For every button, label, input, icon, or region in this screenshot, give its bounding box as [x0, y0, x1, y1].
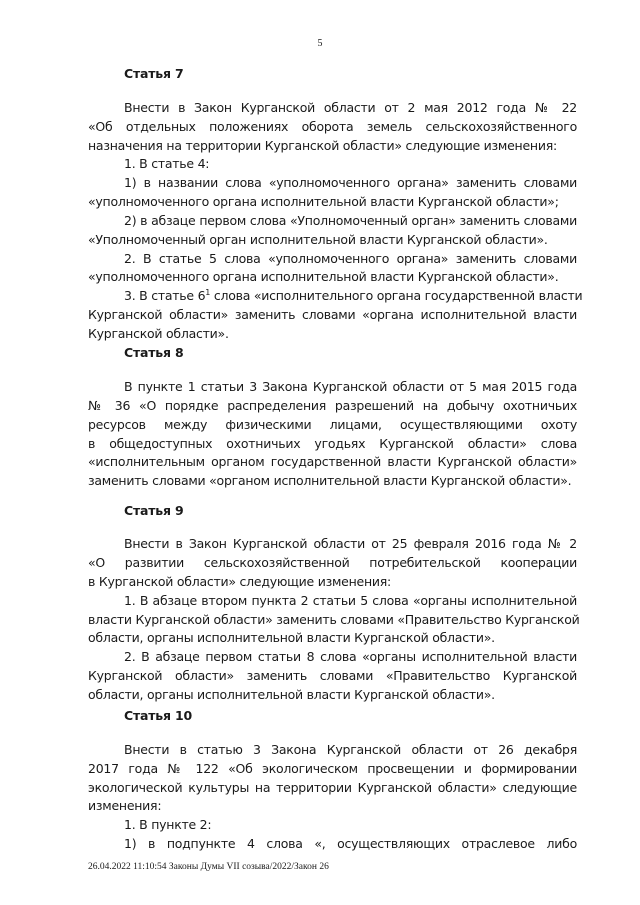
- text-line: 1) в названии слова «уполномоченного органа» заменить словами: [124, 175, 577, 190]
- text-line: «Уполномоченный орган исполнительной власти Курганской области».: [88, 232, 548, 247]
- article-heading: Статья 8: [124, 345, 184, 360]
- text-line: изменения:: [88, 798, 162, 813]
- text-line: 2. В абзаце первом статьи 8 слова «органы исполнительной власти: [124, 649, 577, 664]
- text-line: Внести в Закон Курганской области от 2 мая 2012 года № 22: [124, 100, 577, 115]
- article-heading: Статья 10: [124, 708, 192, 723]
- text-line: области, органы исполнительной власти Курганской области».: [88, 630, 495, 645]
- article-heading: Статья 7: [124, 66, 184, 81]
- text-line: 2. В статье 5 слова «уполномоченного органа» заменить словами: [124, 251, 577, 266]
- text-line: 1. В пункте 2:: [124, 817, 212, 832]
- text-line: Курганской области» заменить словами «органа исполнительной власти: [88, 307, 577, 322]
- article-heading: Статья 9: [124, 503, 184, 518]
- text-line: «уполномоченного органа исполнительной власти Курганской области».: [88, 269, 559, 284]
- text-line: Курганской области» заменить словами «Правительство Курганской: [88, 668, 577, 683]
- document-footer: 26.04.2022 11:10:54 Законы Думы VII созыва/2022/Закон 26: [88, 862, 329, 872]
- text-line: 2017 года № 122 «Об экологическом просвещении и формировании: [88, 761, 577, 776]
- text-line-article-6-1: [124, 287, 583, 305]
- text-line: № 36 «О порядке распределения разрешений на добычу охотничьих: [88, 398, 577, 413]
- text-line: 1. В абзаце втором пункта 2 статьи 5 слова «органы исполнительной: [124, 593, 577, 608]
- superscript: 1: [205, 288, 211, 297]
- text-line: власти Курганской области» заменить словами «Правительство Курганской: [88, 612, 580, 627]
- text-line: заменить словами «органом исполнительной власти Курганской области».: [88, 473, 572, 488]
- text-line: Курганской области».: [88, 326, 229, 341]
- text-line: в Курганской области» следующие изменения:: [88, 574, 391, 589]
- text-line: В пункте 1 статьи 3 Закона Курганской области от 5 мая 2015 года: [124, 379, 577, 394]
- text-line: 1) в подпункте 4 слова «, осуществляющих отраслевое либо: [124, 836, 577, 851]
- text-line: в общедоступных охотничьих угодьях Курганской области» слова: [88, 436, 577, 451]
- text-line: 2) в абзаце первом слова «Уполномоченный орган» заменить словами: [124, 213, 577, 228]
- text-line: «исполнительным органом государственной власти Курганской области»: [88, 454, 577, 469]
- text-line: области, органы исполнительной власти Курганской области».: [88, 687, 495, 702]
- text-line: назначения на территории Курганской области» следующие изменения:: [88, 138, 557, 153]
- text-line: экологической культуры на территории Курганской области» следующие: [88, 780, 577, 795]
- page-number: 5: [317, 38, 323, 49]
- text-line: «Об отдельных положениях оборота земель сельскохозяйственного: [88, 119, 577, 134]
- text-line: Внести в Закон Курганской области от 25 февраля 2016 года № 2: [124, 536, 577, 551]
- text-fragment: 3. В статье 6: [124, 288, 206, 303]
- text-line: «уполномоченного органа исполнительной власти Курганской области»;: [88, 194, 559, 209]
- text-line: ресурсов между физическими лицами, осуществляющими охоту: [88, 417, 577, 432]
- text-line: 1. В статье 4:: [124, 156, 210, 171]
- text-line: «О развитии сельскохозяйственной потребительской кооперации: [88, 555, 577, 570]
- text-line: Внести в статью 3 Закона Курганской области от 26 декабря: [124, 742, 577, 757]
- text-fragment: слова «исполнительного органа государственной власти: [213, 288, 583, 303]
